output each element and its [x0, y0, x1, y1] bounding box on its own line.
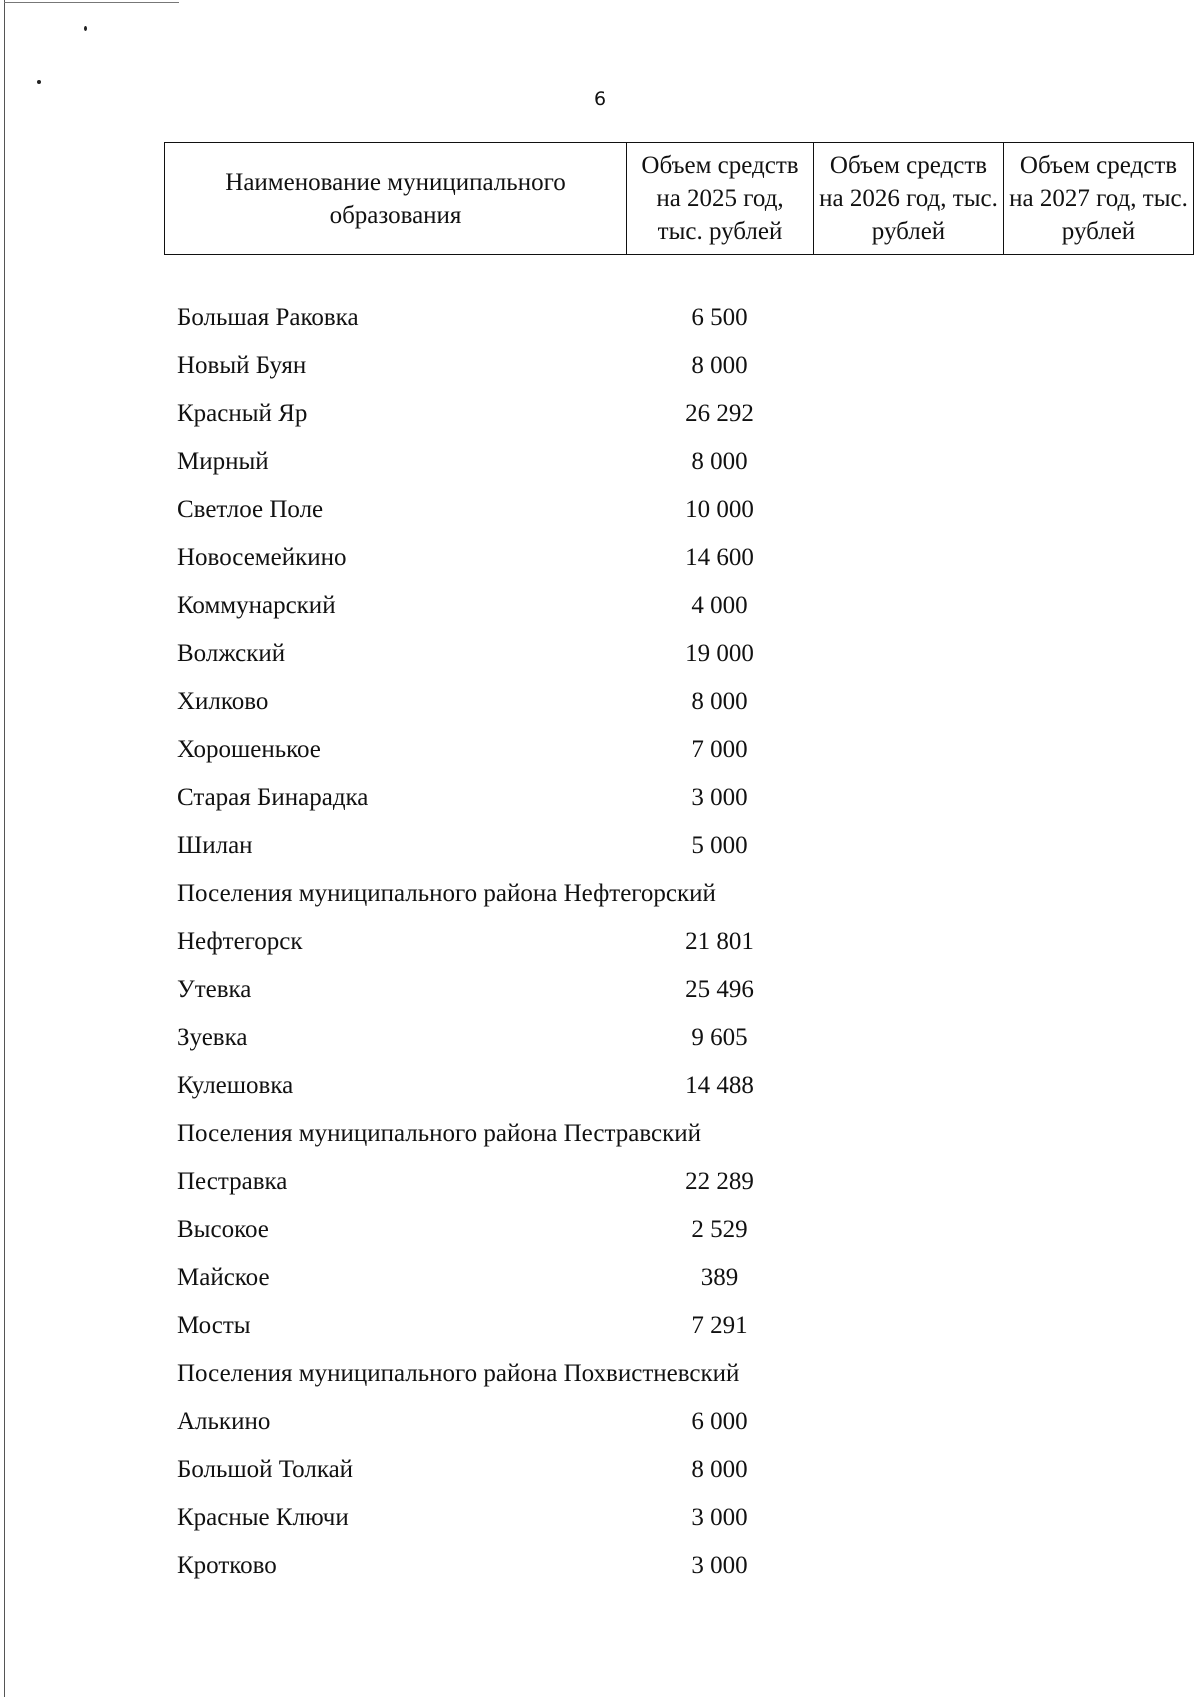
row-value-2027 — [1003, 918, 1193, 966]
row-value-2026 — [813, 1206, 1003, 1254]
row-value-2027 — [1003, 1398, 1193, 1446]
row-value-2027 — [1003, 438, 1193, 486]
table-row — [164, 1494, 1193, 1542]
row-value-2025: 8 000 — [691, 352, 748, 379]
scan-edge-top — [4, 2, 179, 3]
table-row — [164, 582, 1193, 630]
table-row — [164, 1398, 1193, 1446]
scan-edge-left — [4, 0, 5, 1697]
row-value-2025: 4 000 — [691, 592, 748, 619]
row-value-2027 — [1003, 966, 1193, 1014]
group-title: Поселения муниципального района Похвистневский — [177, 1360, 740, 1387]
row-value-2026 — [813, 966, 1003, 1014]
row-name: Нефтегорск — [177, 928, 303, 955]
row-value-2025: 3 000 — [691, 1552, 748, 1579]
group-title: Поселения муниципального района Нефтегорский — [177, 880, 716, 907]
row-value-2026 — [813, 486, 1003, 534]
page-number: 6 — [593, 88, 607, 110]
row-value-2026 — [813, 294, 1003, 342]
row-value-2027 — [1003, 1254, 1193, 1302]
table-row — [164, 294, 1193, 342]
row-name: Кротково — [177, 1552, 277, 1579]
row-name: Коммунарский — [177, 592, 336, 619]
row-value-2026 — [813, 726, 1003, 774]
row-value-2026 — [813, 534, 1003, 582]
row-value-2026 — [813, 1494, 1003, 1542]
row-value-2025: 9 605 — [691, 1024, 748, 1051]
row-name: Кулешовка — [177, 1072, 294, 1099]
table-row — [164, 678, 1193, 726]
row-value-2025: 21 801 — [685, 928, 754, 955]
row-value-2025: 14 488 — [685, 1072, 754, 1099]
row-value-2025: 14 600 — [685, 544, 754, 571]
row-value-2027 — [1003, 726, 1193, 774]
header-2026: Объем средств на 2026 год, тыс. рублей — [814, 143, 1004, 255]
header-name: Наименование муниципального образования — [165, 143, 627, 255]
table-row — [164, 918, 1193, 966]
row-name: Шилан — [177, 832, 253, 859]
row-value-2027 — [1003, 582, 1193, 630]
row-value-2025: 7 000 — [691, 736, 748, 763]
row-name: Большая Раковка — [177, 304, 359, 331]
row-value-2026 — [813, 678, 1003, 726]
row-name: Мосты — [177, 1312, 251, 1339]
row-value-2026 — [813, 1254, 1003, 1302]
table-row — [164, 966, 1193, 1014]
row-name: Красные Ключи — [177, 1504, 349, 1531]
scan-speck — [37, 80, 41, 84]
table-row — [164, 1014, 1193, 1062]
row-value-2027 — [1003, 774, 1193, 822]
row-name: Новосемейкино — [177, 544, 347, 571]
row-value-2025: 25 496 — [685, 976, 754, 1003]
data-table — [164, 294, 1193, 1590]
row-value-2026 — [813, 1062, 1003, 1110]
table-row — [164, 1542, 1193, 1590]
row-value-2025: 26 292 — [685, 400, 754, 427]
row-name: Старая Бинарадка — [177, 784, 369, 811]
row-value-2025: 3 000 — [691, 784, 748, 811]
group-row — [164, 1350, 1193, 1398]
table-row — [164, 1206, 1193, 1254]
row-value-2026 — [813, 582, 1003, 630]
table-row — [164, 390, 1193, 438]
row-value-2025: 8 000 — [691, 688, 748, 715]
row-value-2027 — [1003, 1302, 1193, 1350]
table-row — [164, 726, 1193, 774]
row-value-2026 — [813, 1542, 1003, 1590]
row-value-2027 — [1003, 1542, 1193, 1590]
row-value-2026 — [813, 918, 1003, 966]
header-2027: Объем средств на 2027 год, тыс. рублей — [1004, 143, 1194, 255]
row-value-2026 — [813, 390, 1003, 438]
row-value-2025: 10 000 — [685, 496, 754, 523]
row-value-2027 — [1003, 1446, 1193, 1494]
row-name: Пестравка — [177, 1168, 288, 1195]
row-value-2025: 2 529 — [691, 1216, 748, 1243]
row-value-2027 — [1003, 822, 1193, 870]
row-name: Светлое Поле — [177, 496, 324, 523]
row-value-2026 — [813, 1446, 1003, 1494]
row-value-2026 — [813, 774, 1003, 822]
row-name: Хорошенькое — [177, 736, 321, 763]
row-value-2026 — [813, 1014, 1003, 1062]
table-row — [164, 774, 1193, 822]
row-value-2026 — [813, 438, 1003, 486]
row-value-2027 — [1003, 534, 1193, 582]
row-name: Красный Яр — [177, 400, 308, 427]
row-value-2026 — [813, 1398, 1003, 1446]
group-row — [164, 1110, 1193, 1158]
row-value-2025: 8 000 — [691, 448, 748, 475]
table-row — [164, 1302, 1193, 1350]
row-value-2027 — [1003, 390, 1193, 438]
row-value-2026 — [813, 1302, 1003, 1350]
table-header — [164, 142, 1194, 255]
row-value-2025: 8 000 — [691, 1456, 748, 1483]
table-row — [164, 1254, 1193, 1302]
row-value-2026 — [813, 630, 1003, 678]
table-row — [164, 630, 1193, 678]
row-name: Майское — [177, 1264, 270, 1291]
row-value-2027 — [1003, 1494, 1193, 1542]
row-value-2027 — [1003, 678, 1193, 726]
row-value-2027 — [1003, 342, 1193, 390]
row-name: Большой Толкай — [177, 1456, 354, 1483]
row-name: Алькино — [177, 1408, 271, 1435]
row-value-2025: 5 000 — [691, 832, 748, 859]
row-name: Волжский — [177, 640, 286, 667]
row-value-2025: 6 000 — [691, 1408, 748, 1435]
table-row — [164, 1062, 1193, 1110]
row-name: Высокое — [177, 1216, 269, 1243]
row-value-2025: 19 000 — [685, 640, 754, 667]
row-value-2025: 7 291 — [691, 1312, 748, 1339]
row-value-2027 — [1003, 1062, 1193, 1110]
row-value-2025: 6 500 — [691, 304, 748, 331]
table-row — [164, 438, 1193, 486]
table-row — [164, 1446, 1193, 1494]
row-value-2025: 3 000 — [691, 1504, 748, 1531]
table-row — [164, 486, 1193, 534]
table-row — [164, 1158, 1193, 1206]
group-row — [164, 870, 1193, 918]
group-title: Поселения муниципального района Пестравский — [177, 1120, 701, 1147]
scan-speck — [84, 26, 87, 31]
table-row — [164, 342, 1193, 390]
row-name: Хилково — [177, 688, 269, 715]
header-2025: Объем средств на 2025 год, тыс. рублей — [627, 143, 814, 255]
row-value-2026 — [813, 1158, 1003, 1206]
row-name: Зуевка — [177, 1024, 248, 1051]
row-value-2027 — [1003, 1206, 1193, 1254]
row-value-2027 — [1003, 1158, 1193, 1206]
table-row — [164, 534, 1193, 582]
row-name: Мирный — [177, 448, 269, 475]
row-value-2027 — [1003, 630, 1193, 678]
row-value-2025: 389 — [700, 1264, 739, 1291]
row-value-2025: 22 289 — [685, 1168, 754, 1195]
row-value-2026 — [813, 822, 1003, 870]
row-value-2027 — [1003, 1014, 1193, 1062]
row-name: Новый Буян — [177, 352, 307, 379]
table-row — [164, 822, 1193, 870]
row-value-2027 — [1003, 294, 1193, 342]
row-name: Утевка — [177, 976, 252, 1003]
row-value-2026 — [813, 342, 1003, 390]
row-value-2027 — [1003, 486, 1193, 534]
